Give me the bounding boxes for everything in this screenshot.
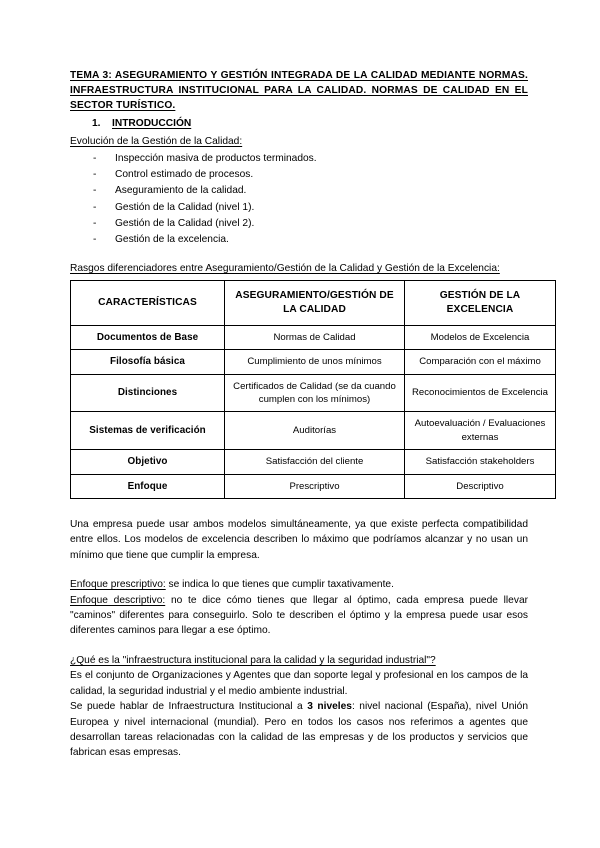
table-cell-aseguramiento: Prescriptivo — [225, 474, 405, 498]
list-item: - Gestión de la Calidad (nivel 2). — [70, 216, 528, 232]
table-cell-caracteristica: Documentos de Base — [71, 325, 225, 349]
answer-2-pre: Se puede hablar de Infraestructura Institucional a — [70, 701, 308, 713]
spacer — [70, 499, 528, 517]
list-item: - Gestión de la Calidad (nivel 1). — [70, 200, 528, 216]
table-row — [71, 325, 556, 349]
table-cell-excelencia: Reconocimientos de Excelencia — [405, 374, 556, 412]
list-item: - Gestión de la excelencia. — [70, 232, 528, 248]
table-row — [71, 374, 556, 412]
document-title: TEMA 3: ASEGURAMIENTO Y GESTIÓN INTEGRADA DE LA CALIDAD MEDIANTE NORMAS. INFRAESTRUCTURA INSTITUCIONAL PARA LA CALIDAD. NORMAS DE CALIDAD EN EL SECTOR TURÍSTICO. — [70, 70, 528, 112]
table-cell-caracteristica: Filosofía básica — [71, 350, 225, 374]
comparison-table — [70, 280, 556, 499]
table-cell-excelencia: Modelos de Excelencia — [405, 325, 556, 349]
enfoque-prescriptivo-text: se indica lo que tienes que cumplir taxativamente. — [165, 579, 394, 591]
table-row — [71, 412, 556, 450]
answer-2-post: : nivel nacional (España), nivel Unión Europea y nivel internacional (mundial). Pero en todos los casos nos referimos a agentes que desarrollan tareas relacionadas con la calidad de las empresas y de los productos y servicios que fabrican esas empresas. — [70, 701, 528, 759]
section-number: 1. — [92, 117, 101, 129]
table-cell-caracteristica: Enfoque — [71, 474, 225, 498]
enfoque-descriptivo-paragraph — [70, 593, 528, 639]
table-cell-caracteristica: Distinciones — [71, 374, 225, 412]
table-cell-excelencia: Autoevaluación / Evaluaciones externas — [405, 412, 556, 450]
infraestructura-question — [70, 653, 528, 668]
table-cell-aseguramiento: Certificados de Calidad (se da cuando cumplen con los mínimos) — [225, 374, 405, 412]
spacer — [70, 639, 528, 653]
table-cell-excelencia: Comparación con el máximo — [405, 350, 556, 374]
table-cell-aseguramiento: Cumplimiento de unos mínimos — [225, 350, 405, 374]
section-title: INTRODUCCIÓN — [112, 117, 192, 129]
table-cell-aseguramiento: Normas de Calidad — [225, 325, 405, 349]
enfoque-prescriptivo-paragraph — [70, 577, 528, 592]
enfoque-descriptivo-label: Enfoque descriptivo: — [70, 594, 166, 606]
table-header-excelencia: GESTIÓN DE LA EXCELENCIA — [405, 280, 556, 325]
section-heading-introduccion — [70, 116, 528, 132]
list-item: - Inspección masiva de productos terminados. — [70, 151, 528, 167]
table-row — [71, 350, 556, 374]
table-row — [71, 474, 556, 498]
list-item: - Control estimado de procesos. — [70, 167, 528, 183]
spacer — [70, 563, 528, 577]
table-header-row — [71, 280, 556, 325]
answer-2-bold: 3 niveles — [307, 701, 352, 713]
table-header-aseguramiento: ASEGURAMIENTO/GESTIÓN DE LA CALIDAD — [225, 280, 405, 325]
enfoque-prescriptivo-label: Enfoque prescriptivo: — [70, 579, 166, 591]
table-cell-excelencia: Descriptivo — [405, 474, 556, 498]
list-item: - Aseguramiento de la calidad. — [70, 183, 528, 199]
table-row — [71, 450, 556, 474]
table-header-caracteristicas: CARACTERÍSTICAS — [71, 280, 225, 325]
infraestructura-question-text: ¿Qué es la "infraestructura institucional para la calidad y la seguridad industrial"? — [70, 654, 436, 666]
paragraph-after-table: Una empresa puede usar ambos modelos simultáneamente, ya que existe perfecta compatibilidad entre ellos. Los modelos de excelencia describen lo máximo que podríamos alcanzar y no usan un mínimo que tiene que cumplir la empresa. — [70, 519, 528, 561]
table-cell-caracteristica: Sistemas de verificación — [71, 412, 225, 450]
table-cell-aseguramiento: Satisfacción del cliente — [225, 450, 405, 474]
evolution-lead: Evolución de la Gestión de la Calidad: — [70, 135, 243, 147]
infraestructura-answer-2 — [70, 699, 528, 761]
infraestructura-answer-1: Es el conjunto de Organizaciones y Agentes que dan soporte legal y profesional en los campos de la calidad, la seguridad industrial y el medio ambiente industrial. — [70, 670, 528, 697]
table-cell-aseguramiento: Auditorías — [225, 412, 405, 450]
enfoque-descriptivo-text: no te dice cómo tienes que llegar al óptimo, cada empresa puede llevar "caminos" diferentes para conseguirlo. Solo te describen el óptimo y la empresa puede usar esos diferentes caminos para llegar a ese óptimo. — [70, 594, 529, 637]
table-cell-caracteristica: Objetivo — [71, 450, 225, 474]
table-cell-excelencia: Satisfacción stakeholders — [405, 450, 556, 474]
evolution-list — [70, 151, 528, 249]
table-intro-text: Rasgos diferenciadores entre Aseguramiento/Gestión de la Calidad y Gestión de la Excelencia: — [70, 263, 500, 275]
